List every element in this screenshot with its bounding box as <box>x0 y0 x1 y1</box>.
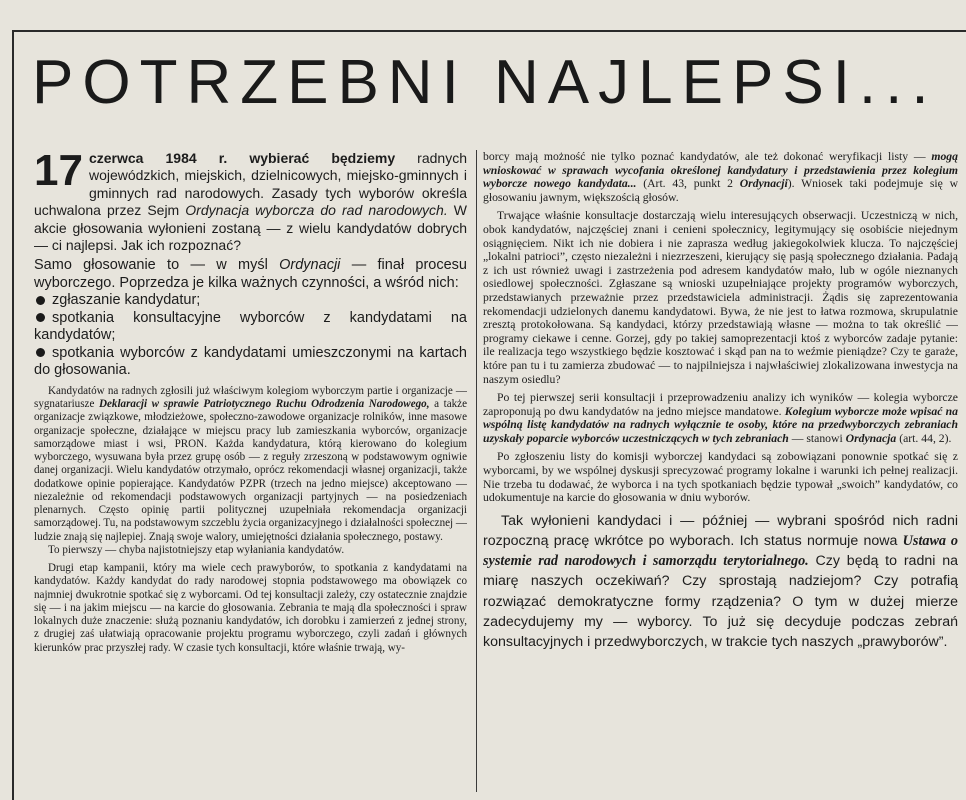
lead-paragraph: 17 czerwca 1984 r. wybierać będziemy radnych wojewódzkich, miejskich, dzielnicowych, miejsko-gminnych i gminnych rad narodowych. Zasady tych wyborów określa uchwalona przez Sejm Ordynacja wyborcza do rad narodowych. W akcie głosowania wyłonieni zostaną — z wielu kandydatów dobrych — ci najlepsi. Jak ich rozpoznać? <box>34 150 467 254</box>
lead-date: czerwca 1984 r. wybierać będziemy <box>88 150 396 166</box>
bullet-icon <box>36 348 45 357</box>
closing-paragraph: Tak wyłonieni kandydaci i — później — wybrani spośród nich radni rozpoczną pracę wkrótce po wyborach. Ich status normuje nowa Ustawa o systemie rad narodowych i samorządu terytorialnego. Czy będą to radni na miarę naszych oczekiwań? Czy sprostają nadziejom? Czy potrafią rozwiązać demokratyczne formy rządzenia? O tym w dużej mierze zadecydujemy my — wyborcy. To już się decyduje podczas zebrań konsultacyjnych i przedwyborczych, w trakcie tych naszych „prawyborów”. <box>483 512 958 651</box>
lead-paragraph-2: Samo głosowanie to — w myśl Ordynacji — finał procesu wyborczego. Poprzedza je kilka ważnych czynności, a wśród nich: <box>34 257 467 292</box>
left-column <box>34 150 467 794</box>
body-paragraph: Drugi etap kampanii, który ma wiele cech prawyborów, to spotkania z kandydatami na kandydatów. Każdy kandydat do rady narodowej stopnia podstawowego ma obowiązek co najmniej dwukrotnie spotkać się z wyborcami. Od tej konsultacji zależy, czy ostatecznie znajdzie się — i na jakim miejscu — na karcie do głosowania. Zebrania te mają dla społeczności i spraw lokalnych duże znaczenie: służą poznaniu kandydatów, ich dorobku i zamierzeń z jednej strony, z drugiej zaś ułatwiają opracowanie projektu programu wyborczego, czyli zadań i głównych kierunków prac przyszłej rady. W czasie tych konsultacji, które właśnie trwają, wy- <box>34 562 467 654</box>
body-paragraph: Kandydatów na radnych zgłosili już właściwym kolegiom wyborczym partie i organizacje — sygnatariusze Deklaracji w sprawie Patriotycznego Ruchu Odrodzenia Narodowego, a także organizacje związkowe, młodzieżowe, społeczno-zawodowe organizacje rolników, inne masowe organizacje społeczne, działające w miejscu pracy lub zamieszkania wyborców, organizacje samorządowe miast i wsi, PRON. Każda kandydatura, którą kierowano do kolegium wyborczego, wysuwana była przez grupę osób — z reguły zrzeszoną w podstawowym ogniwie danej organizacji. Wielu kandydatów otrzymało, oprócz rekomendacji własnej organizacji, także dodatkowe opinie popierające. Kandydatów PZPR (trzech na jedno miejsce) akceptowano — niezależnie od rekomendacji podstawowych organizacji partyjnych — na posiedzeniach plenarnych. Często opinię partii politycznej uzupełniała rekomendacja organizacji samorządowej. Tu, na podstawowym szczeblu życia organizacyjnego i działalności społecznej — ludzie znają się najlepiej. Znają swoje walory, umiejętności działania społecznego, postawy. <box>34 384 467 543</box>
body-paragraph: To pierwszy — chyba najistotniejszy etap wyłaniania kandydatów. <box>48 543 345 556</box>
body-paragraph: Po tej pierwszej serii konsultacji i przeprowadzeniu analizy ich wyników — kolegia wyborcze zaproponują po dwu kandydatów na jedno miejsce mandatowe. Kolegium wyborcze może wpisać na wspólną listę kandydatów na radnych wyłącznie te osoby, które na przedwyborczych zebraniach uzyskały poparcie wyborców uczestniczących w tych zebraniach — stanowi Ordynacja (art. 44, 2). <box>483 391 958 445</box>
body-paragraph: Po zgłoszeniu listy do komisji wyborczej kandydaci są zobowiązani ponownie spotkać się z wyborcami, by we wspólnej dyskusji sprecyzować programy lokalne i warunki ich pełnej realizacji. Nie trzeba tu dodawać, że wyborca i na tych spotkaniach będzie typował „swoich” kandydatów, co udokumentuje na karcie do głosowania w dniu wyborów. <box>483 450 958 505</box>
body-paragraph: borcy mają możność nie tylko poznać kandydatów, ale też dokonać weryfikacji listy — mogą wnioskować w sprawach wycofania określonej kandydatury i przedstawienia przez kolegium wyborcze nowego kandydata... (Art. 43, punkt 2 Ordynacji). Wniosek taki podejmuje się w głosowaniu jawnym, większością głosów. <box>483 150 958 204</box>
list-item: zgłaszanie kandydatur; <box>34 292 467 310</box>
body-paragraph: Trwające właśnie konsultacje dostarczają wielu interesujących obserwacji. Uczestniczą w nich, obok kandydatów, najczęściej znani i cenieni społecznicy, legitymujący się osobiście niejednym osiągnięciem. Nikt ich nie dobiera i nie zaprasza według jakiegokolwiek klucza. To najczęściej „lokalni patrioci”, często niezależni i niezrzeszeni, kierujący się pasją społecznego działania. Padają z ich ust również uwagi i zastrzeżenia pod adresem kandydatów mało, lub w ogóle nieznanych osiedlowej społeczności. Zgłaszane są wnioski uzupełniające projekty programów wyborczych, przedstawianych przeważnie przez przedstawiciela administracji. Żądis się zaprezentowania rekomendacji udzielonych danemu kandydatowi. Bywa, że nie jest to łatwa rozmowa, skrupulatnie zresztą protokołowana. Są kandydaci, którzy przedstawiają własne — można to tak określić — programy ciekawe i cenne. Gorzej, gdy po takiej samoprezentacji ktoś z wyborców zadaje pytanie: ile realizacja tego wszystkiego będzie kosztować i skąd pan na to weźmie pieniądze? Czy te garaże, które pan tu i tu zamierza zbudować — to najpilniejsza i najwłaściwiej zlokalizowana inwestycja na naszym osiedlu? <box>483 209 958 386</box>
left-rule <box>12 30 14 800</box>
right-column <box>483 150 958 794</box>
column-rule <box>476 150 477 792</box>
bullet-icon <box>36 296 45 305</box>
headline: POTRZEBNI NAJLEPSI... <box>32 48 938 117</box>
list-item: spotkania konsultacyjne wyborców z kandydatami na kandydatów; <box>34 309 467 344</box>
drop-cap: 17 <box>34 150 83 195</box>
list-item: spotkania wyborców z kandydatami umieszczonymi na kartach do głosowania. <box>34 344 467 379</box>
bullet-list <box>34 292 467 380</box>
top-rule <box>14 30 966 32</box>
bullet-icon <box>36 313 45 322</box>
